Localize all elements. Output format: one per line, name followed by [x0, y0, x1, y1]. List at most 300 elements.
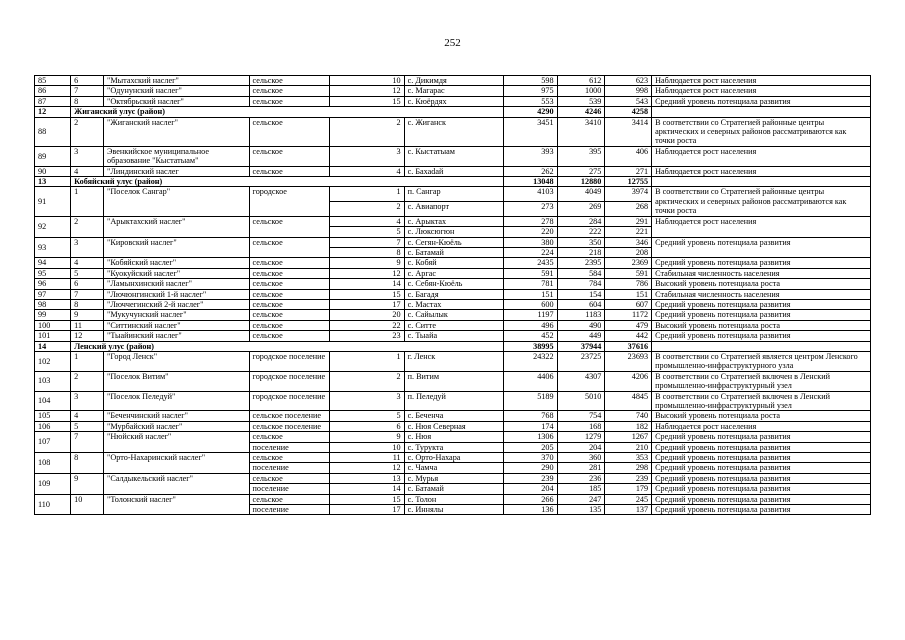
row-number: 101 [35, 331, 71, 341]
locality-name: п. Сангар [404, 187, 504, 202]
population-2019: 182 [605, 421, 652, 431]
population-2018: 204 [557, 442, 605, 452]
settlement-type: городское поселение [249, 371, 330, 391]
locality-code: 15 [330, 96, 404, 106]
population-2019: 4206 [605, 371, 652, 391]
population-2019: 23693 [605, 351, 652, 371]
table-row [35, 216, 871, 226]
development-note: Средний уровень потенциала развития [652, 442, 871, 452]
locality-code: 8 [330, 247, 404, 257]
table-row [35, 289, 871, 299]
locality-name: с. Бахаdaй [404, 166, 504, 176]
table-row [35, 117, 871, 146]
settlement-type: сельское [249, 146, 330, 166]
settlement-type: сельское [249, 268, 330, 278]
locality-name: с. Ситте [404, 320, 504, 330]
row-number: 91 [35, 187, 71, 216]
population-2019: 239 [605, 473, 652, 483]
development-note: Наблюдается рост населения [652, 216, 871, 237]
district-row [35, 341, 871, 351]
locality-code: 17 [330, 505, 404, 515]
population-2019: 208 [605, 247, 652, 257]
population-2018: 395 [557, 146, 605, 166]
table-row [35, 258, 871, 268]
row-number: 103 [35, 371, 71, 391]
locality-code: 14 [330, 279, 404, 289]
settlement-name: "Салдыкельский наслег" [104, 473, 250, 494]
settlement-type: городское [249, 187, 330, 216]
population-2019: 271 [605, 166, 652, 176]
settlement-name: "Мукучунский наслег" [104, 310, 250, 320]
settlement-name: "Толонский наслег" [104, 494, 250, 515]
population-2017: 768 [504, 411, 557, 421]
locality-code: 10 [330, 442, 404, 452]
settlement-number: 2 [71, 117, 104, 146]
locality-code: 14 [330, 484, 404, 494]
settlement-type: поселение [249, 505, 330, 515]
settlement-name: "Ситтинский наслег" [104, 320, 250, 330]
population-2018: 284 [557, 216, 605, 226]
population-2018: 584 [557, 268, 605, 278]
locality-code: 20 [330, 310, 404, 320]
development-note: Средний уровень потенциала развития [652, 473, 871, 483]
district-number: 13 [35, 177, 71, 187]
population-2018: 539 [557, 96, 605, 106]
population-2019: 406 [605, 146, 652, 166]
population-2019: 3974 [605, 187, 652, 202]
settlement-type: сельское [249, 237, 330, 258]
development-note: Наблюдается рост населения [652, 146, 871, 166]
locality-name: с. Батамай [404, 484, 504, 494]
population-2017: 262 [504, 166, 557, 176]
locality-code: 12 [330, 463, 404, 473]
settlement-type: сельское [249, 289, 330, 299]
settlement-name: "Лючюнгинский 1-й наслег" [104, 289, 250, 299]
population-2017: 553 [504, 96, 557, 106]
population-2018: 490 [557, 320, 605, 330]
development-note: Средний уровень потенциала развития [652, 237, 871, 258]
row-number: 99 [35, 310, 71, 320]
population-2018: 4307 [557, 371, 605, 391]
population-2017: 205 [504, 442, 557, 452]
row-number: 96 [35, 279, 71, 289]
population-2019: 245 [605, 494, 652, 504]
population-2017: 278 [504, 216, 557, 226]
locality-name: с. Нюя Северная [404, 421, 504, 431]
settlement-name: "Ламынхинский наслег" [104, 279, 250, 289]
locality-name: с. Кобяй [404, 258, 504, 268]
population-2017: 273 [504, 202, 557, 217]
population-2017: 13048 [504, 177, 557, 187]
locality-code: 13 [330, 473, 404, 483]
row-number: 104 [35, 391, 71, 411]
settlement-name: "Поселок Витим" [104, 371, 250, 391]
table-row [35, 187, 871, 202]
population-2017: 4103 [504, 187, 557, 202]
population-2018: 2395 [557, 258, 605, 268]
settlement-type: сельское [249, 331, 330, 341]
settlement-number: 8 [71, 299, 104, 309]
population-2017: 174 [504, 421, 557, 431]
table-row [35, 96, 871, 106]
locality-name: с. Сайылык [404, 310, 504, 320]
locality-name: п. Пеледуй [404, 391, 504, 411]
population-2019: 179 [605, 484, 652, 494]
population-2017: 600 [504, 299, 557, 309]
settlement-type: сельское [249, 279, 330, 289]
locality-name: с. Дикимдя [404, 76, 504, 86]
population-2019: 268 [605, 202, 652, 217]
development-note: Наблюдается рост населения [652, 421, 871, 431]
table-row [35, 473, 871, 483]
row-number: 87 [35, 96, 71, 106]
population-2019: 1267 [605, 432, 652, 442]
settlement-number: 4 [71, 258, 104, 268]
population-2018: 350 [557, 237, 605, 247]
population-2017: 220 [504, 227, 557, 237]
settlement-name: Эвенкийское муниципальное образование "Кыстатыам" [104, 146, 250, 166]
population-2017: 290 [504, 463, 557, 473]
settlement-number: 4 [71, 166, 104, 176]
development-note: В соответствии со Стратегией районные центры арктических и северных районов рассматриваются как точки роста [652, 187, 871, 216]
row-number: 109 [35, 473, 71, 494]
population-2019: 1172 [605, 310, 652, 320]
locality-code: 1 [330, 351, 404, 371]
row-number: 86 [35, 86, 71, 96]
population-2019: 151 [605, 289, 652, 299]
table-row [35, 320, 871, 330]
locality-name: с. Батамай [404, 247, 504, 257]
locality-code: 5 [330, 227, 404, 237]
settlement-type: сельское поселение [249, 411, 330, 421]
locality-name: с. Турукта [404, 442, 504, 452]
development-note: Высокий уровень потенциала роста [652, 279, 871, 289]
population-2019: 346 [605, 237, 652, 247]
development-note: В соответствии со Стратегией включен в Ленский промышленно-инфраструктурный узел [652, 391, 871, 411]
population-2019: 137 [605, 505, 652, 515]
settlement-name: "Мытахский наслег" [104, 76, 250, 86]
locality-code: 15 [330, 494, 404, 504]
population-2017: 496 [504, 320, 557, 330]
settlement-number: 9 [71, 310, 104, 320]
locality-name: с. Беченча [404, 411, 504, 421]
settlement-number: 9 [71, 473, 104, 494]
table-row [35, 166, 871, 176]
locality-name: с. Мастах [404, 299, 504, 309]
development-note: Высокий уровень потенциала роста [652, 411, 871, 421]
development-note: Средний уровень потенциала развития [652, 258, 871, 268]
population-2018: 3410 [557, 117, 605, 146]
settlement-number: 5 [71, 421, 104, 431]
population-2018: 168 [557, 421, 605, 431]
development-note: Средний уровень потенциала развития [652, 494, 871, 504]
settlement-name: "Беченчинский наслег" [104, 411, 250, 421]
table-row [35, 146, 871, 166]
settlement-type: сельское [249, 453, 330, 463]
population-2019: 291 [605, 216, 652, 226]
table-row [35, 411, 871, 421]
row-number: 97 [35, 289, 71, 299]
population-2019: 543 [605, 96, 652, 106]
population-2017: 975 [504, 86, 557, 96]
locality-code: 4 [330, 216, 404, 226]
settlement-number: 7 [71, 289, 104, 299]
locality-code: 2 [330, 117, 404, 146]
settlement-number: 7 [71, 432, 104, 453]
settlement-name: "Октябрьский наслег" [104, 96, 250, 106]
settlement-name: "Кировский наслег" [104, 237, 250, 258]
population-2018: 612 [557, 76, 605, 86]
population-2019: 2369 [605, 258, 652, 268]
population-2018: 4246 [557, 107, 605, 117]
population-2018: 247 [557, 494, 605, 504]
development-note: Средний уровень потенциала развития [652, 463, 871, 473]
development-note: Наблюдается рост населения [652, 76, 871, 86]
district-row [35, 177, 871, 187]
population-2018: 754 [557, 411, 605, 421]
population-2019: 298 [605, 463, 652, 473]
development-note: Средний уровень потенциала развития [652, 484, 871, 494]
settlement-number: 11 [71, 320, 104, 330]
population-2019: 479 [605, 320, 652, 330]
locality-code: 6 [330, 421, 404, 431]
development-note: Средний уровень потенциала развития [652, 453, 871, 463]
row-number: 92 [35, 216, 71, 237]
table-row [35, 237, 871, 247]
settlement-number: 6 [71, 76, 104, 86]
development-note: Стабильная численность населения [652, 289, 871, 299]
row-number: 90 [35, 166, 71, 176]
settlement-number: 3 [71, 391, 104, 411]
population-2018: 1183 [557, 310, 605, 320]
population-2018: 275 [557, 166, 605, 176]
population-2017: 24322 [504, 351, 557, 371]
locality-code: 7 [330, 237, 404, 247]
population-2017: 3451 [504, 117, 557, 146]
development-note: Средний уровень потенциала развития [652, 331, 871, 341]
locality-name: п. Витим [404, 371, 504, 391]
population-2017: 591 [504, 268, 557, 278]
development-note: Средний уровень потенциала развития [652, 96, 871, 106]
population-2018: 236 [557, 473, 605, 483]
locality-name: с. Себян-Кюёль [404, 279, 504, 289]
settlement-name: "Жиганский наслег" [104, 117, 250, 146]
settlement-type: городское поселение [249, 391, 330, 411]
population-2019: 786 [605, 279, 652, 289]
settlement-name: "Линдинский наслег [104, 166, 250, 176]
population-2019: 3414 [605, 117, 652, 146]
settlement-type: сельское [249, 494, 330, 504]
row-number: 98 [35, 299, 71, 309]
population-2017: 5189 [504, 391, 557, 411]
population-2017: 266 [504, 494, 557, 504]
settlement-type: сельское [249, 473, 330, 483]
row-number: 88 [35, 117, 71, 146]
population-2018: 218 [557, 247, 605, 257]
row-number: 102 [35, 351, 71, 371]
settlement-number: 1 [71, 351, 104, 371]
locality-code: 23 [330, 331, 404, 341]
settlement-type: сельское [249, 310, 330, 320]
population-2019: 12755 [605, 177, 652, 187]
locality-code: 22 [330, 320, 404, 330]
settlement-number: 6 [71, 279, 104, 289]
locality-name: с. Авиапорт [404, 202, 504, 217]
locality-name: г. Ленск [404, 351, 504, 371]
population-2019: 591 [605, 268, 652, 278]
population-2017: 4406 [504, 371, 557, 391]
population-2018: 269 [557, 202, 605, 217]
settlement-type: сельское [249, 432, 330, 442]
settlement-type: сельское [249, 216, 330, 237]
settlement-type: сельское [249, 76, 330, 86]
development-note [652, 177, 871, 187]
locality-name: с. Кыстатыам [404, 146, 504, 166]
page-number: 252 [444, 37, 461, 49]
population-2018: 135 [557, 505, 605, 515]
locality-code: 12 [330, 268, 404, 278]
locality-name: с. Арыктах [404, 216, 504, 226]
population-2019: 210 [605, 442, 652, 452]
locality-name: с. Сегян-Кюёль [404, 237, 504, 247]
table-row [35, 279, 871, 289]
district-number: 12 [35, 107, 71, 117]
population-2018: 449 [557, 331, 605, 341]
settlement-name: "Орто-Нахаринский наслег" [104, 453, 250, 474]
settlement-number: 5 [71, 268, 104, 278]
row-number: 89 [35, 146, 71, 166]
population-2018: 784 [557, 279, 605, 289]
population-2017: 781 [504, 279, 557, 289]
settlement-type: сельское [249, 166, 330, 176]
population-2018: 1279 [557, 432, 605, 442]
settlement-name: "Арыктахский наслег" [104, 216, 250, 237]
population-2017: 204 [504, 484, 557, 494]
population-2019: 623 [605, 76, 652, 86]
settlement-type: сельское [249, 117, 330, 146]
population-2017: 598 [504, 76, 557, 86]
row-number: 93 [35, 237, 71, 258]
settlement-name: "Поселок Сангар" [104, 187, 250, 216]
table-row [35, 351, 871, 371]
row-number: 85 [35, 76, 71, 86]
settlement-name: "Кобяйский наслег" [104, 258, 250, 268]
population-2019: 442 [605, 331, 652, 341]
locality-name: с. Чамча [404, 463, 504, 473]
district-name: Ленский улус (район) [71, 341, 504, 351]
population-2019: 4258 [605, 107, 652, 117]
locality-name: с. Жиганск [404, 117, 504, 146]
row-number: 94 [35, 258, 71, 268]
settlement-number: 3 [71, 146, 104, 166]
settlement-type: сельское [249, 96, 330, 106]
locality-code: 11 [330, 453, 404, 463]
population-2017: 1306 [504, 432, 557, 442]
settlement-number: 2 [71, 216, 104, 237]
district-name: Жиганский улус (район) [71, 107, 504, 117]
table-row [35, 299, 871, 309]
settlement-type: сельское [249, 258, 330, 268]
locality-name: с. Аргас [404, 268, 504, 278]
locality-code: 2 [330, 371, 404, 391]
locality-code: 9 [330, 258, 404, 268]
population-2017: 370 [504, 453, 557, 463]
settlement-type: сельское [249, 320, 330, 330]
settlement-type: поселение [249, 484, 330, 494]
settlement-name: "Куокуйский наслег" [104, 268, 250, 278]
settlement-number: 12 [71, 331, 104, 341]
development-note: Средний уровень потенциала развития [652, 299, 871, 309]
population-2017: 393 [504, 146, 557, 166]
settlement-name: "Поселок Пеледуй" [104, 391, 250, 411]
locality-code: 2 [330, 202, 404, 217]
development-note: Стабильная численность населения [652, 268, 871, 278]
development-note: В соответствии со Стратегией включен в Ленский промышленно-инфраструктурный узел [652, 371, 871, 391]
population-2019: 353 [605, 453, 652, 463]
locality-code: 4 [330, 166, 404, 176]
settlement-type: поселение [249, 442, 330, 452]
table-row [35, 310, 871, 320]
table-row [35, 453, 871, 463]
population-2018: 185 [557, 484, 605, 494]
development-note: В соответствии со Стратегией является центром Ленского промышленно-инфраструктурного узла [652, 351, 871, 371]
district-row [35, 107, 871, 117]
locality-name: с. Мурья [404, 473, 504, 483]
locality-name: с. Орто-Нахара [404, 453, 504, 463]
settlement-type: сельское [249, 299, 330, 309]
locality-name: с. Кюёрдях [404, 96, 504, 106]
population-2017: 380 [504, 237, 557, 247]
settlement-number: 1 [71, 187, 104, 216]
row-number: 110 [35, 494, 71, 515]
locality-name: с. Люксюгюн [404, 227, 504, 237]
population-2018: 5010 [557, 391, 605, 411]
population-2019: 607 [605, 299, 652, 309]
locality-code: 9 [330, 432, 404, 442]
table-row [35, 371, 871, 391]
development-note [652, 107, 871, 117]
row-number: 106 [35, 421, 71, 431]
population-2017: 2435 [504, 258, 557, 268]
population-2018: 281 [557, 463, 605, 473]
population-2017: 136 [504, 505, 557, 515]
row-number: 107 [35, 432, 71, 453]
settlement-number: 8 [71, 453, 104, 474]
settlement-name: "Город Ленск" [104, 351, 250, 371]
development-note [652, 341, 871, 351]
table-row [35, 268, 871, 278]
population-2017: 239 [504, 473, 557, 483]
table-row [35, 421, 871, 431]
development-note: Наблюдается рост населения [652, 166, 871, 176]
locality-code: 12 [330, 86, 404, 96]
table-row [35, 494, 871, 504]
population-2018: 154 [557, 289, 605, 299]
development-note: Средний уровень потенциала развития [652, 432, 871, 442]
table-row [35, 331, 871, 341]
locality-code: 5 [330, 411, 404, 421]
development-note: Средний уровень потенциала развития [652, 505, 871, 515]
locality-code: 17 [330, 299, 404, 309]
row-number: 95 [35, 268, 71, 278]
settlement-number: 7 [71, 86, 104, 96]
population-2017: 224 [504, 247, 557, 257]
district-number: 14 [35, 341, 71, 351]
settlements-table [34, 75, 871, 515]
settlement-name: "Одунунский наслег" [104, 86, 250, 96]
row-number: 100 [35, 320, 71, 330]
population-2018: 604 [557, 299, 605, 309]
